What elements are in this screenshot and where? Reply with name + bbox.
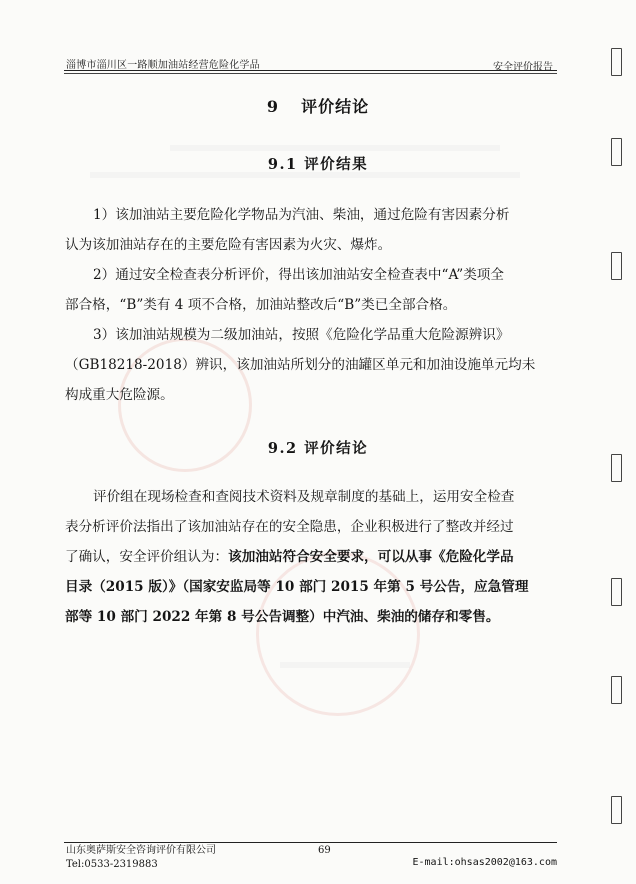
show-through-text — [170, 145, 500, 151]
section-title-conclusion: 9.2 评价结论 — [267, 440, 369, 457]
conclusion-line-1: 评价组在现场检查和查阅技术资料及规章制度的基础上，运用安全检查 — [93, 489, 515, 505]
chapter-title-text: 评价结论 — [301, 97, 370, 116]
result-3-line-2: （GB18218-2018）辨识，该加油站所划分的油罐区单元和加油设施单元均未 — [65, 357, 536, 373]
page-number: 69 — [318, 845, 331, 856]
binding-hole-mark — [611, 48, 622, 76]
binding-hole-mark — [611, 796, 622, 824]
result-1-line-2: 认为该加油站存在的主要危险有害因素为火灾、爆炸。 — [65, 237, 392, 253]
result-2-line-2: 部合格，“B”类有 4 项不合格，加油站整改后“B”类已全部合格。 — [65, 297, 457, 313]
section-title-results: 9.1 评价结果 — [267, 156, 369, 173]
header-document-title: 淄博市淄川区一路顺加油站经营危险化学品 — [66, 60, 260, 71]
header-report-type: 安全评价报告 — [493, 62, 553, 73]
conclusion-line-3 — [65, 542, 561, 572]
conclusion-line-3-bold: 该加油站符合安全要求，可以从事《危险化学品 — [228, 549, 514, 565]
result-1-line-1: 1）该加油站主要危险化学物品为汽油、柴油，通过危险有害因素分析 — [93, 207, 510, 223]
results-paragraph — [65, 200, 561, 410]
footer-company-block — [66, 844, 216, 872]
binding-hole-mark — [611, 578, 622, 606]
conclusion-line-5: 部等 10 部门 2022 年第 8 号公告调整）中汽油、柴油的储存和零售。 — [65, 609, 500, 625]
header-divider — [64, 70, 557, 71]
conclusion-line-3-plain: 了确认，安全评价组认为： — [65, 549, 229, 565]
binding-hole-mark — [611, 676, 622, 704]
result-2-line-1: 2）通过安全检查表分析评价，得出该加油站安全检查表中“A”类项全 — [93, 267, 504, 283]
conclusion-line-4: 目录（2015 版）》（国家安监局等 10 部门 2015 年第 5 号公告，应急管理 — [65, 579, 529, 595]
footer-email: E-mail:ohsas2002@163.com — [412, 857, 557, 868]
footer-company-name: 山东奥萨斯安全咨询评价有限公司 — [66, 845, 216, 856]
conclusion-paragraph — [65, 482, 561, 632]
chapter-number: 9 — [266, 97, 280, 116]
footer-divider — [64, 842, 557, 843]
binding-hole-mark — [611, 454, 622, 482]
chapter-title — [0, 94, 636, 117]
header-divider-thin — [64, 73, 557, 74]
binding-hole-mark — [611, 252, 622, 280]
footer-telephone: Tel:0533-2319883 — [66, 859, 158, 870]
result-3-line-1: 3）该加油站规模为二级加油站，按照《危险化学品重大危险源辨识》 — [93, 327, 510, 343]
conclusion-line-2: 表分析评价法指出了该加油站存在的安全隐患，企业积极进行了整改并经过 — [65, 519, 514, 535]
result-3-line-3: 构成重大危险源。 — [65, 387, 174, 403]
